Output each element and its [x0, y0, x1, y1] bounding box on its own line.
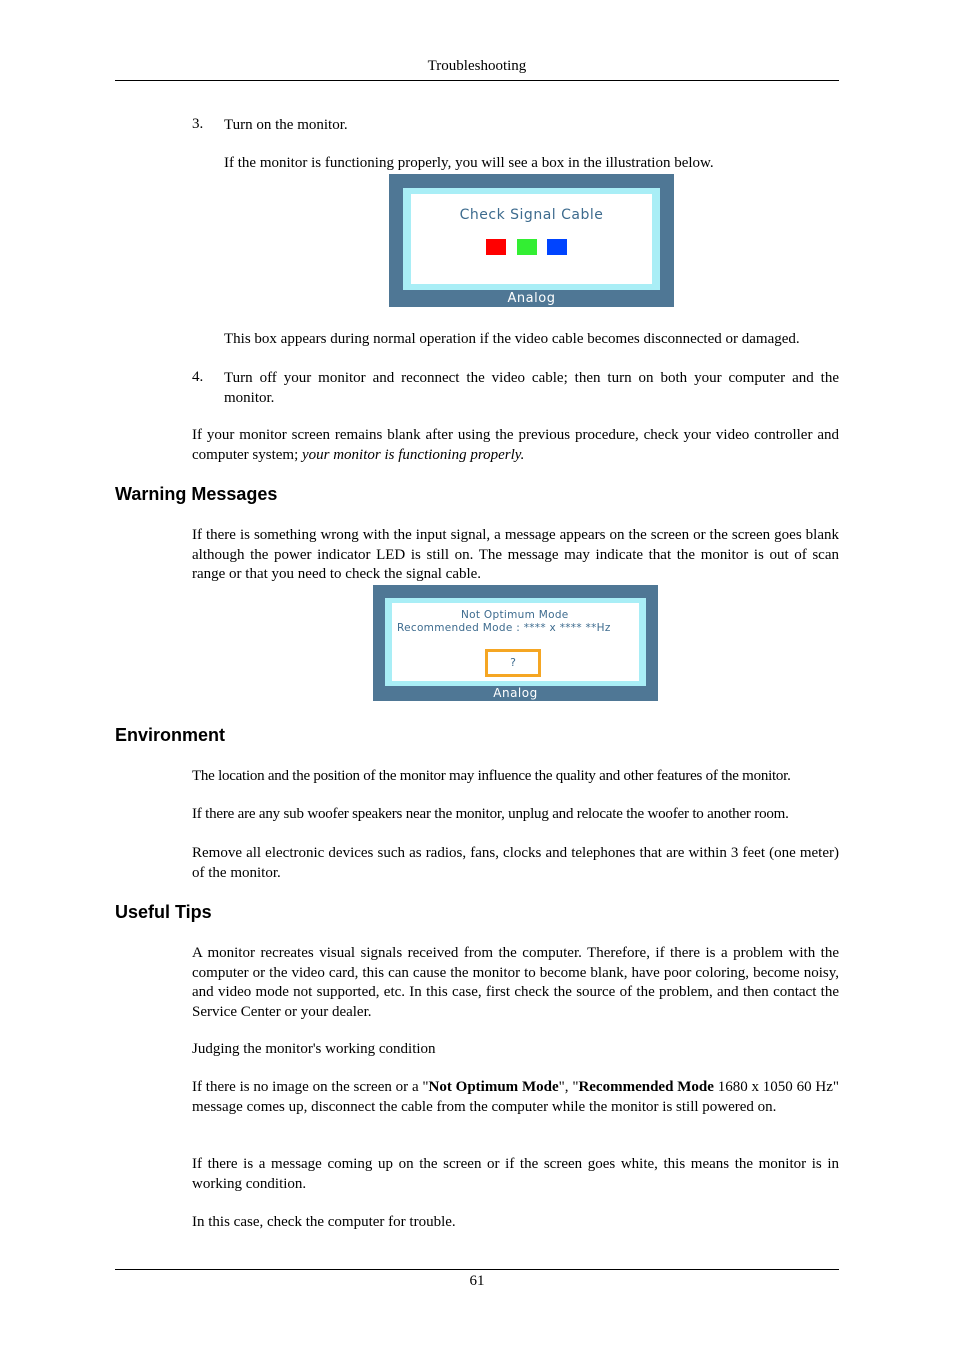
osd2-line2: Recommended Mode : **** x **** **Hz — [397, 622, 611, 634]
osd2-line1: Not Optimum Mode — [461, 609, 569, 621]
osd-message: Check Signal Cable — [459, 207, 604, 223]
blank-screen-italic: your monitor is functioning properly. — [301, 446, 525, 463]
tips-p3-bold2: Recommended Mode — [578, 1079, 714, 1095]
tips-p5: In this case, check the computer for trouble. — [192, 1214, 456, 1230]
environment-p2: If there are any sub woofer speakers near the monitor, unplug and relocate the woofer to another room. — [192, 806, 789, 822]
osd-footer: Analog — [507, 291, 556, 306]
red-square-icon — [486, 239, 506, 255]
osd2-footer: Analog — [493, 686, 538, 700]
tips-heading: Useful Tips — [115, 902, 212, 922]
tips-p3-a: If there is no image on the screen or a " — [192, 1079, 429, 1095]
warning-heading: Warning Messages — [115, 484, 278, 504]
blue-square-icon — [547, 239, 567, 255]
environment-p3: Remove all electronic devices such as radios, fans, clocks and telephones that are within 3 feet (one meter) of the monitor. — [192, 845, 839, 881]
step-3-text: Turn on the monitor. — [224, 117, 348, 133]
step-3-number: 3. — [192, 116, 204, 132]
tips-p3-bold1: Not Optimum Mode — [428, 1079, 559, 1095]
step-3-note: If the monitor is functioning properly, you will see a box in the illustration below. — [224, 155, 714, 171]
blank-screen-text: If your monitor screen remains blank after using the previous procedure, check your video controller and computer system; — [192, 427, 839, 463]
tips-p4: If there is a message coming up on the screen or if the screen goes white, this means the monitor is in working condition. — [192, 1156, 839, 1192]
green-square-icon — [517, 239, 537, 255]
step-4-text: Turn off your monitor and reconnect the video cable; then turn on both your computer and the monitor. — [224, 370, 839, 406]
header-rule — [115, 80, 839, 81]
blank-screen-paragraph — [192, 426, 839, 465]
page-number: 61 — [469, 1273, 485, 1289]
check-signal-cable-illustration — [389, 174, 674, 307]
warning-text: If there is something wrong with the input signal, a message appears on the screen or the screen goes blank although the power indicator LED is still on. The message may indicate that the monitor is out of scan range or that you need to check the signal cable. — [192, 527, 839, 582]
tips-p3 — [192, 1078, 839, 1117]
footer-rule — [115, 1269, 839, 1270]
not-optimum-mode-illustration — [373, 585, 658, 701]
tips-p3-d: 1680 x 1050 60 Hz" message comes up, disconnect the cable from the computer while the monitor is still powered on. — [192, 1079, 840, 1115]
tips-p1: A monitor recreates visual signals received from the computer. Therefore, if there is a problem with the computer or the video card, this can cause the monitor to become blank, have poor coloring, become noisy, and video mode not supported, etc. In this case, first check the source of the problem, and then contact the Service Center or your dealer. — [192, 945, 839, 1020]
environment-p1: The location and the position of the monitor may influence the quality and other features of the monitor. — [192, 768, 791, 784]
tips-p2: Judging the monitor's working condition — [192, 1041, 436, 1057]
environment-heading: Environment — [115, 725, 226, 745]
osd2-question-button: ? — [485, 649, 541, 677]
running-header: Troubleshooting — [427, 58, 527, 74]
step-3-after: This box appears during normal operation if the video cable becomes disconnected or damaged. — [224, 331, 800, 347]
tips-p3-c: ", " — [558, 1079, 579, 1095]
step-4-number: 4. — [192, 369, 204, 385]
